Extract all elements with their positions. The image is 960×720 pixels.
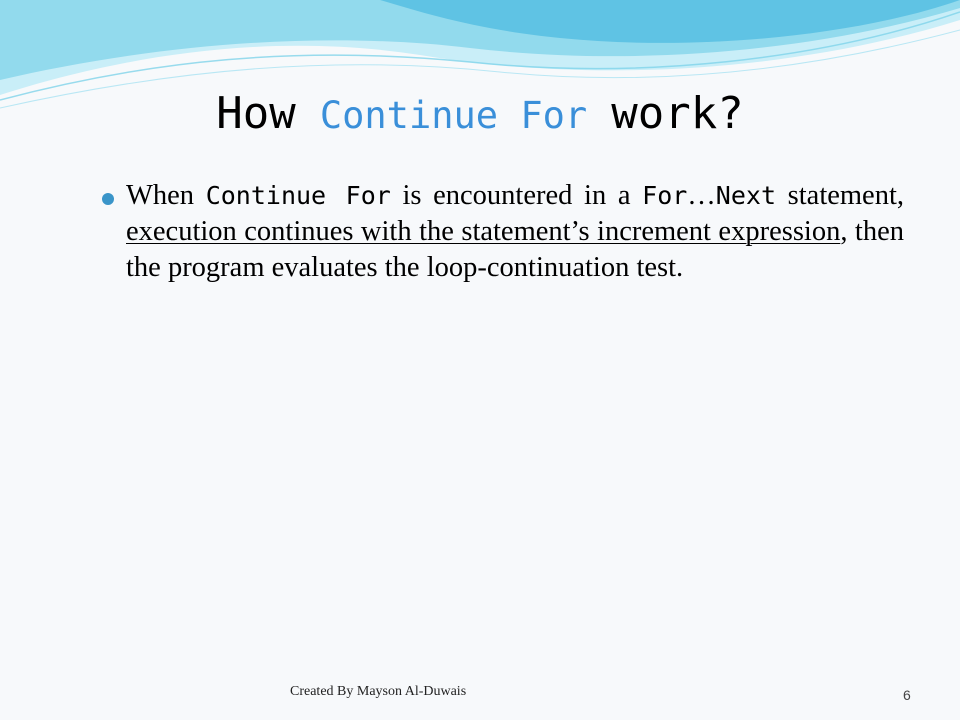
bullet-item xyxy=(100,178,904,286)
title-word-how: How xyxy=(216,88,296,139)
code-for: For xyxy=(642,181,688,210)
underlined-phrase: execution continues with the statement’s increment expression xyxy=(126,216,841,247)
code-next: Next xyxy=(715,181,777,210)
bullet-dot xyxy=(102,193,114,205)
bullet-text: , then the program evaluates the loop-continuation test. xyxy=(126,216,904,283)
bullet-text: statement, xyxy=(776,180,904,211)
title-keyword-continue-for: Continue For xyxy=(319,94,588,137)
bullet-text: is encountered in a xyxy=(390,180,643,211)
page-number: 6 xyxy=(903,687,911,703)
footer-credit: Created By Mayson Al-Duwais xyxy=(290,684,467,699)
bullet-list xyxy=(100,178,904,286)
title-word-work: work? xyxy=(611,88,744,139)
code-continue-for: Continue For xyxy=(205,181,391,210)
bullet-text: When xyxy=(126,180,206,211)
slide-title xyxy=(0,88,960,139)
ellipsis: … xyxy=(687,180,716,211)
